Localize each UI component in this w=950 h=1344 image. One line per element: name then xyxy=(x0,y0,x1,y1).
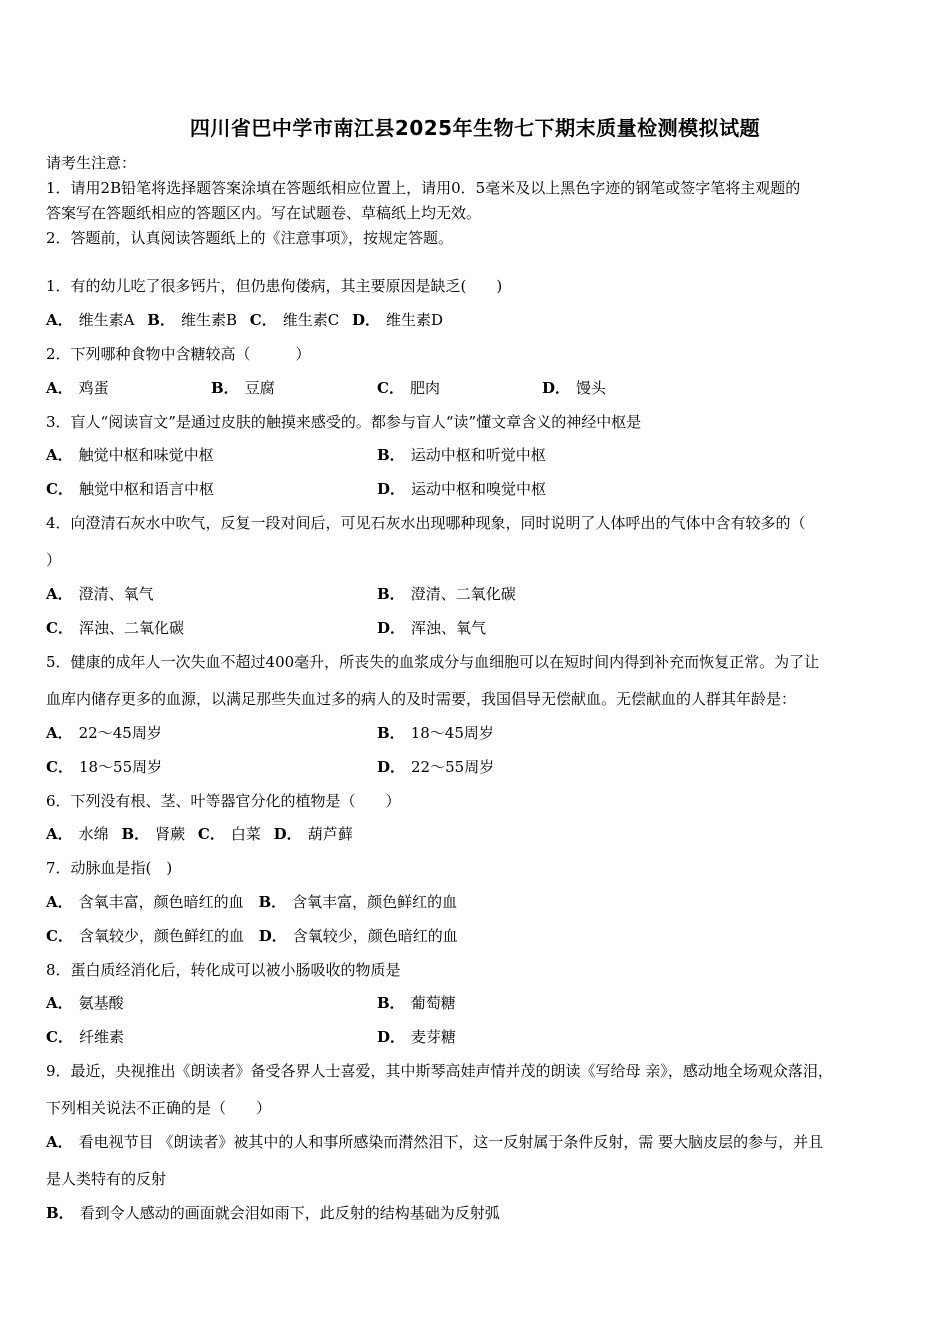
q4-option-d-row xyxy=(377,618,486,638)
option-label: B． xyxy=(121,825,150,843)
question-9-stem-line2: 下列相关说法不正确的是（ ） xyxy=(46,1099,272,1117)
q7-option-a: 含氧丰富，颜色暗红的血 xyxy=(78,893,244,911)
q3-option-c-row xyxy=(46,479,214,499)
option-label: B． xyxy=(377,446,405,464)
option-label: C． xyxy=(46,758,73,776)
option-label: B． xyxy=(46,1204,74,1222)
q8-option-b: 葡萄糖 xyxy=(410,994,456,1012)
question-7-options-cd xyxy=(46,926,458,946)
option-label: D． xyxy=(351,311,380,329)
q2-option-b: 豆腐 xyxy=(244,379,275,397)
q3-option-c: 触觉中枢和语言中枢 xyxy=(78,480,214,498)
q8-option-c: 纤维素 xyxy=(78,1028,124,1046)
q6-option-d: 葫芦藓 xyxy=(307,825,353,843)
q2-option-d: 馒头 xyxy=(576,379,607,397)
q5-option-b: 18～45周岁 xyxy=(410,724,494,742)
question-4-stem-line1: 4．向澄清石灰水中吹气，反复一段对间后，可见石灰水出现哪种现象，同时说明了人体呼出的气体中含有较多的（ xyxy=(46,514,806,532)
q3-option-b: 运动中枢和听觉中枢 xyxy=(410,446,546,464)
question-1-stem: 1．有的幼儿吃了很多钙片，但仍患佝偻病，其主要原因是缺乏( ) xyxy=(46,277,503,295)
q4-option-a-row xyxy=(46,584,154,604)
option-label: C． xyxy=(249,311,277,329)
q4-option-d: 浑浊、氧气 xyxy=(411,619,487,637)
q3-option-d: 运动中枢和嗅觉中枢 xyxy=(411,480,547,498)
q6-option-a: 水绵 xyxy=(78,825,109,843)
q8-option-d-row xyxy=(377,1027,456,1047)
option-label: C． xyxy=(377,379,404,397)
notice-heading: 请考生注意： xyxy=(46,154,137,172)
question-5-stem-line1: 5．健康的成年人一次失血不超过400毫升，所丧失的血浆成分与血细胞可以在短时间内得到补充而恢复正常。为了让 xyxy=(46,653,820,671)
q8-option-c-row xyxy=(46,1027,124,1047)
q7-option-c: 含氧较少，颜色鲜红的血 xyxy=(78,927,244,945)
q3-option-a: 触觉中枢和味觉中枢 xyxy=(78,446,214,464)
q6-option-b: 肾蕨 xyxy=(155,825,186,843)
q3-option-b-row xyxy=(377,445,546,465)
option-label: C． xyxy=(46,927,73,945)
q2-option-a-row xyxy=(46,378,109,398)
q1-option-c: 维生素C xyxy=(282,311,340,329)
q8-option-a: 氨基酸 xyxy=(78,994,124,1012)
q9-option-b: 看到令人感动的画面就会泪如雨下，此反射的结构基础为反射弧 xyxy=(79,1204,500,1222)
q8-option-a-row xyxy=(46,993,124,1013)
option-label: C． xyxy=(46,1028,73,1046)
option-label: B． xyxy=(377,585,405,603)
question-3-stem: 3．盲人“阅读盲文”是通过皮肤的触摸来感受的。都参与盲人“读”懂文章含义的神经中枢是 xyxy=(46,413,642,431)
q4-option-a: 澄清、氧气 xyxy=(78,585,154,603)
q5-option-b-row xyxy=(377,723,494,743)
q5-option-c-row xyxy=(46,757,162,777)
question-5-stem-line2: 血库内储存更多的血源，以满足那些失血过多的病人的及时需要，我国倡导无偿献血。无偿献血的人群其年龄是： xyxy=(46,690,797,708)
option-label: D． xyxy=(377,758,406,776)
q9-option-a: 看电视节目 《朗读者》被其中的人和事所感染而潸然泪下，这一反射属于条件反射，需 要大脑皮层的参与，并且 xyxy=(78,1133,824,1151)
question-8-stem: 8．蛋白质经消化后，转化成可以被小肠吸收的物质是 xyxy=(46,961,401,979)
q5-option-a: 22～45周岁 xyxy=(78,724,162,742)
option-label: A． xyxy=(46,724,73,742)
option-label: D． xyxy=(377,480,406,498)
question-2-stem: 2．下列哪种食物中含糖较高（ ） xyxy=(46,345,311,363)
q4-option-c-row xyxy=(46,618,184,638)
notice-line-3: 2．答题前，认真阅读答题纸上的《注意事项》，按规定答题。 xyxy=(46,229,454,247)
option-label: A． xyxy=(46,825,73,843)
q5-option-d-row xyxy=(377,757,494,777)
q2-option-b-row xyxy=(211,378,275,398)
question-9-stem-line1: 9．最近，央视推出《朗读者》备受各界人士喜爱，其中斯琴高娃声情并茂的朗读《写给母 亲》，感动地全场观众落泪， xyxy=(46,1062,833,1080)
q6-option-c: 白菜 xyxy=(230,825,261,843)
option-label: A． xyxy=(46,446,73,464)
option-label: A． xyxy=(46,311,73,329)
option-label: B． xyxy=(377,724,405,742)
q7-option-d: 含氧较少，颜色暗红的血 xyxy=(292,927,458,945)
option-label: D． xyxy=(258,927,287,945)
q8-option-b-row xyxy=(377,993,456,1013)
question-7-options-ab xyxy=(46,892,457,912)
question-1-options xyxy=(46,310,443,330)
q1-option-b: 维生素B xyxy=(180,311,237,329)
option-label: A． xyxy=(46,585,73,603)
q2-option-d-row xyxy=(542,378,606,398)
option-label: A． xyxy=(46,994,73,1012)
option-label: B． xyxy=(258,893,287,911)
q1-option-a: 维生素A xyxy=(78,311,135,329)
q8-option-d: 麦芽糖 xyxy=(411,1028,457,1046)
q3-option-a-row xyxy=(46,445,214,465)
question-4-stem-line2: ） xyxy=(46,551,62,569)
q5-option-d: 22～55周岁 xyxy=(411,758,495,776)
q4-option-b: 澄清、二氧化碳 xyxy=(410,585,516,603)
option-label: B． xyxy=(211,379,239,397)
option-label: A． xyxy=(46,893,73,911)
option-label: D． xyxy=(273,825,302,843)
q9-option-b-row xyxy=(46,1203,500,1223)
option-label: D． xyxy=(377,1028,406,1046)
q2-option-a: 鸡蛋 xyxy=(78,379,109,397)
question-7-stem: 7．动脉血是指( ) xyxy=(46,859,173,877)
option-label: B． xyxy=(377,994,405,1012)
option-label: A． xyxy=(46,379,73,397)
q5-option-c: 18～55周岁 xyxy=(78,758,163,776)
q1-option-d: 维生素D xyxy=(386,311,444,329)
option-label: C． xyxy=(46,480,73,498)
q2-option-c-row xyxy=(377,378,440,398)
option-label: C． xyxy=(197,825,225,843)
q4-option-b-row xyxy=(377,584,516,604)
option-label: A． xyxy=(46,1133,73,1151)
q7-option-b: 含氧丰富，颜色鲜红的血 xyxy=(292,893,458,911)
notice-line-1: 1．请用2B铅笔将选择题答案涂填在答题纸相应位置上，请用0．5毫米及以上黑色字迹的钢笔或签字笔将主观题的 xyxy=(46,179,801,197)
q2-option-c: 肥肉 xyxy=(409,379,440,397)
q3-option-d-row xyxy=(377,479,546,499)
option-label: B． xyxy=(147,311,175,329)
notice-line-2: 答案写在答题纸相应的答题区内。写在试题卷、草稿纸上均无效。 xyxy=(46,204,482,222)
page-title: 四川省巴中学市南江县2025年生物七下期末质量检测模拟试题 xyxy=(189,116,761,140)
question-6-stem: 6．下列没有根、茎、叶等器官分化的植物是（ ） xyxy=(46,792,401,810)
q4-option-c: 浑浊、二氧化碳 xyxy=(78,619,184,637)
question-6-options xyxy=(46,824,353,844)
option-label: C． xyxy=(46,619,73,637)
q9-option-a-line1 xyxy=(46,1132,823,1152)
option-label: D． xyxy=(542,379,571,397)
q9-option-a-line2: 是人类特有的反射 xyxy=(46,1170,167,1188)
option-label: D． xyxy=(377,619,406,637)
q5-option-a-row xyxy=(46,723,162,743)
